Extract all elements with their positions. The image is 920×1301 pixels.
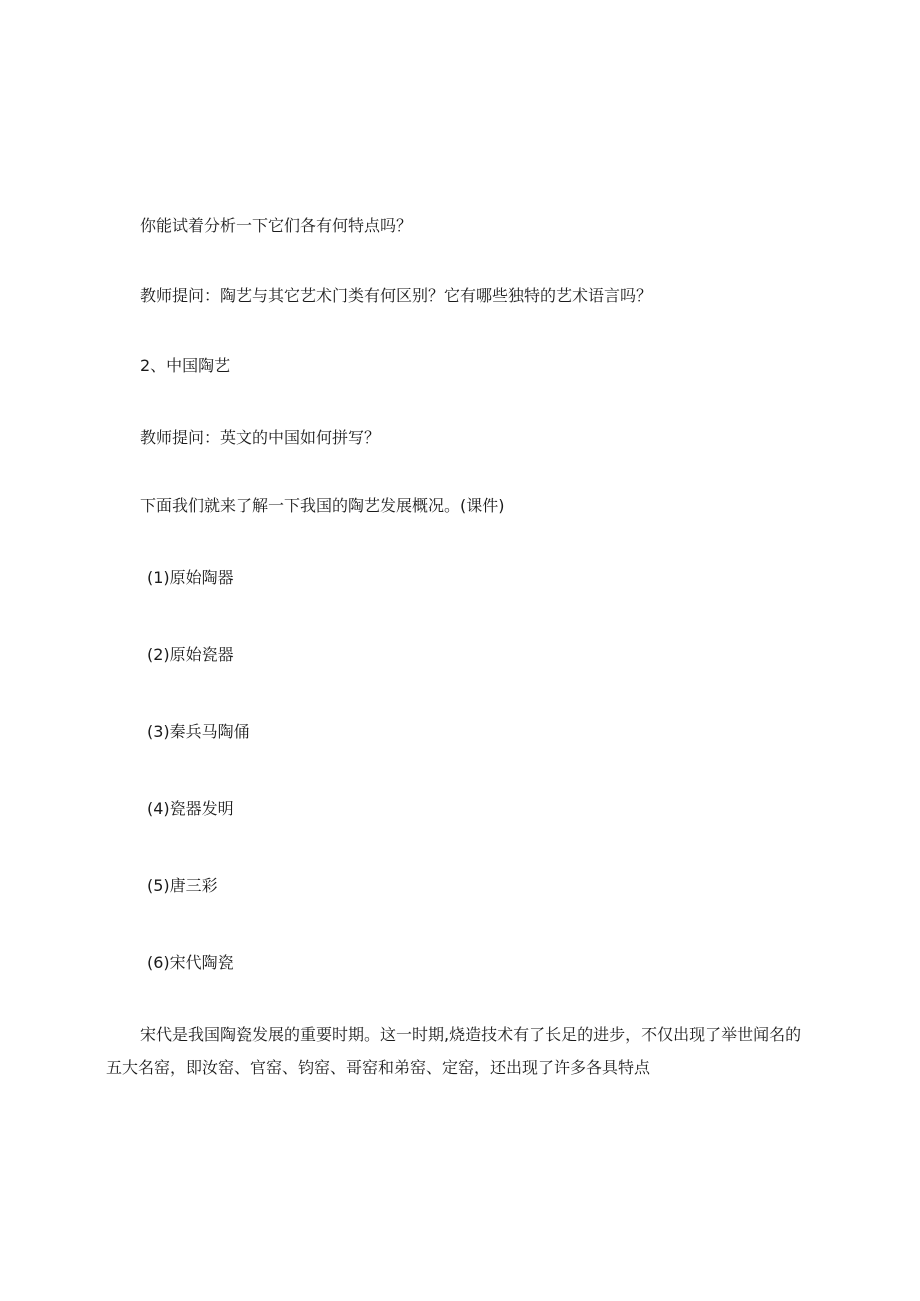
teacher-question-china-spelling: 教师提问：英文的中国如何拼写？ — [140, 428, 381, 447]
teacher-question-pottery-difference: 教师提问：陶艺与其它艺术门类有何区别？它有哪些独特的艺术语言吗？ — [140, 286, 653, 305]
song-dynasty-paragraph: 宋代是我国陶瓷发展的重要时期。这一时期,烧造技术有了长足的进步，不仅出现了举世闻名的五大名窑，即汝窑、官窑、钧窑、哥窑和弟窑、定窑，还出现了许多各具特点 — [106, 1025, 802, 1077]
list-item: (1)原始陶器 — [147, 568, 234, 587]
list-item: (2)原始瓷器 — [147, 645, 234, 664]
list-item: (6)宋代陶瓷 — [147, 953, 234, 972]
list-item: (4)瓷器发明 — [147, 799, 234, 818]
list-item: (3)秦兵马陶俑 — [147, 722, 250, 741]
intro-development-overview: 下面我们就来了解一下我国的陶艺发展概况。(课件) — [140, 496, 505, 515]
list-item: (5)唐三彩 — [147, 876, 218, 895]
section-heading-chinese-pottery: 2、中国陶艺 — [140, 356, 231, 375]
question-analyze-features: 你能试着分析一下它们各有何特点吗？ — [140, 216, 413, 235]
